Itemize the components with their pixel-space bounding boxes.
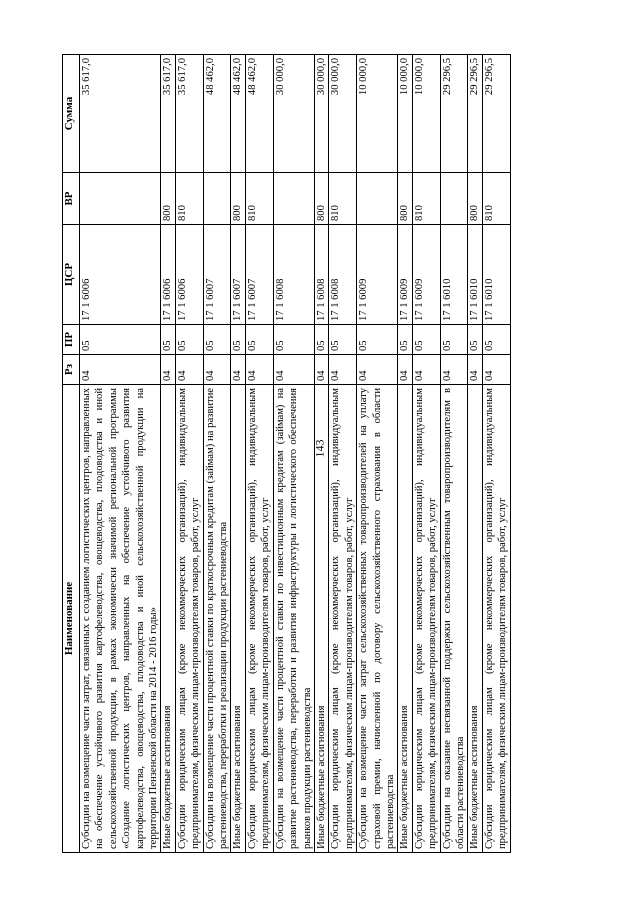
row-pr: 05 [161,325,175,355]
row-sum: 10 000,0 [398,55,412,173]
row-sum: 48 462,0 [203,55,231,173]
table-row [203,55,231,853]
row-csr: 17 1 6006 [161,225,175,325]
row-rz: 04 [231,355,245,385]
row-csr: 17 1 6008 [329,225,357,325]
row-name: Иные бюджетные ассигнования [161,385,175,853]
row-name: Иные бюджетные ассигнования [314,385,328,853]
row-vr: 810 [175,173,203,225]
header-rz: Рз [63,355,80,385]
row-vr [440,173,468,225]
row-sum: 35 617,0 [175,55,203,173]
row-rz: 04 [161,355,175,385]
row-sum: 30 000,0 [314,55,328,173]
table-row [80,55,161,853]
row-name: Иные бюджетные ассигнования [468,385,482,853]
row-name: Субсидии на возмещение части процентной ставки по инвестиционным кредитам (займам) на развитие растениеводства, переработки и развития инфраструктуры и логистического обеспечения рынков продукции растениеводства [273,385,314,853]
row-vr: 800 [314,173,328,225]
row-vr [273,173,314,225]
header-name: Наименование [63,385,80,853]
page-number: 143 [312,439,327,458]
row-name: Субсидии на возмещение части затрат, связанных с созданием логистических центров, направленных на обеспечение устойчивого развития картофелеводства, овощеводства, плодоводства и иной сельскохозяйственной продукции, в рамках экономически значимой региональной программы «Создание логистических центров, направленных на обеспечение устойчивого развития картофелеводства, овощеводства, плодоводства и иной сельскохозяйственной продукции на территории Пензенской области на 2014 - 2016 годы» [80,385,161,853]
row-csr: 17 1 6007 [203,225,231,325]
row-rz: 04 [482,355,510,385]
row-pr: 05 [412,325,440,355]
table-row [231,55,245,853]
row-csr: 17 1 6006 [80,225,161,325]
row-vr: 810 [412,173,440,225]
row-pr: 05 [468,325,482,355]
row-name: Субсидии юридическим лицам (кроме некоммерческих организаций), индивидуальным предпринимателям, физическим лицам-производителям товаров, работ, услуг [175,385,203,853]
row-rz: 04 [273,355,314,385]
table-row [412,55,440,853]
budget-table-container [62,55,554,853]
table-row [357,55,398,853]
row-vr: 800 [161,173,175,225]
row-csr: 17 1 6006 [175,225,203,325]
row-sum: 35 617,0 [80,55,161,173]
row-name: Субсидии на возмещение части процентной ставки по краткосрочным кредитам (займам) на развитие растениеводства, переработки и реализации продукции растениеводства [203,385,231,853]
row-csr: 17 1 6010 [468,225,482,325]
row-csr: 17 1 6010 [482,225,510,325]
row-sum: 35 617,0 [161,55,175,173]
table-row [468,55,482,853]
row-vr [80,173,161,225]
row-pr: 05 [440,325,468,355]
row-rz: 04 [203,355,231,385]
row-csr: 17 1 6010 [440,225,468,325]
row-sum: 30 000,0 [273,55,314,173]
row-rz: 04 [398,355,412,385]
row-csr: 17 1 6007 [231,225,245,325]
row-name: Субсидии юридическим лицам (кроме некоммерческих организаций), индивидуальным предпринимателям, физическим лицам-производителям товаров, работ, услуг [329,385,357,853]
row-csr: 17 1 6009 [357,225,398,325]
row-pr: 05 [231,325,245,355]
table-row [314,55,328,853]
table-row [245,55,273,853]
row-pr: 05 [245,325,273,355]
row-vr: 810 [245,173,273,225]
row-rz: 04 [314,355,328,385]
row-sum: 48 462,0 [245,55,273,173]
row-pr: 05 [357,325,398,355]
header-csr: ЦСР [63,225,80,325]
row-rz: 04 [175,355,203,385]
row-sum: 48 462,0 [231,55,245,173]
row-rz: 04 [412,355,440,385]
table-header-row [63,55,80,853]
row-name: Иные бюджетные ассигнования [231,385,245,853]
row-name: Субсидии на возмещение части затрат сельскохозяйственных товаропроизводителей на уплату страховой премии, начисленной по договору сельскохозяйственного страхования в области растениеводства [357,385,398,853]
row-vr: 810 [329,173,357,225]
row-rz: 04 [245,355,273,385]
row-vr: 800 [231,173,245,225]
row-csr: 17 1 6008 [314,225,328,325]
row-rz: 04 [468,355,482,385]
row-rz: 04 [80,355,161,385]
row-csr: 17 1 6009 [398,225,412,325]
table-row [482,55,510,853]
row-name: Иные бюджетные ассигнования [398,385,412,853]
row-sum: 10 000,0 [412,55,440,173]
table-body [80,55,511,853]
row-name: Субсидии юридическим лицам (кроме некоммерческих организаций), индивидуальным предпринимателям, физическим лицам-производителям товаров, работ, услуг [482,385,510,853]
row-vr: 800 [398,173,412,225]
row-csr: 17 1 6008 [273,225,314,325]
row-pr: 05 [314,325,328,355]
row-pr: 05 [203,325,231,355]
table-row [329,55,357,853]
table-row [440,55,468,853]
row-sum: 29 296,5 [440,55,468,173]
row-vr: 810 [482,173,510,225]
header-pr: ПР [63,325,80,355]
row-sum: 29 296,5 [482,55,510,173]
row-name: Субсидии юридическим лицам (кроме некоммерческих организаций), индивидуальным предпринимателям, физическим лицам-производителям товаров, работ, услуг [245,385,273,853]
row-sum: 10 000,0 [357,55,398,173]
row-name: Субсидии на оказание несвязанной поддержки сельскохозяйственным товаропроизводителям в области растениеводства [440,385,468,853]
row-pr: 05 [175,325,203,355]
row-csr: 17 1 6007 [245,225,273,325]
row-pr: 05 [482,325,510,355]
row-rz: 04 [357,355,398,385]
header-vr: ВР [63,173,80,225]
row-csr: 17 1 6009 [412,225,440,325]
table-row [273,55,314,853]
table-row [175,55,203,853]
row-name: Субсидии юридическим лицам (кроме некоммерческих организаций), индивидуальным предпринимателям, физическим лицам-производителям товаров, работ, услуг [412,385,440,853]
row-sum: 29 296,5 [468,55,482,173]
table-row [161,55,175,853]
row-rz: 04 [329,355,357,385]
row-sum: 30 000,0 [329,55,357,173]
row-pr: 05 [273,325,314,355]
row-pr: 05 [329,325,357,355]
row-rz: 04 [440,355,468,385]
table-row [398,55,412,853]
row-vr: 800 [468,173,482,225]
row-vr [357,173,398,225]
row-vr [203,173,231,225]
row-pr: 05 [80,325,161,355]
budget-table [62,54,511,853]
row-pr: 05 [398,325,412,355]
header-sum: Сумма [63,55,80,173]
